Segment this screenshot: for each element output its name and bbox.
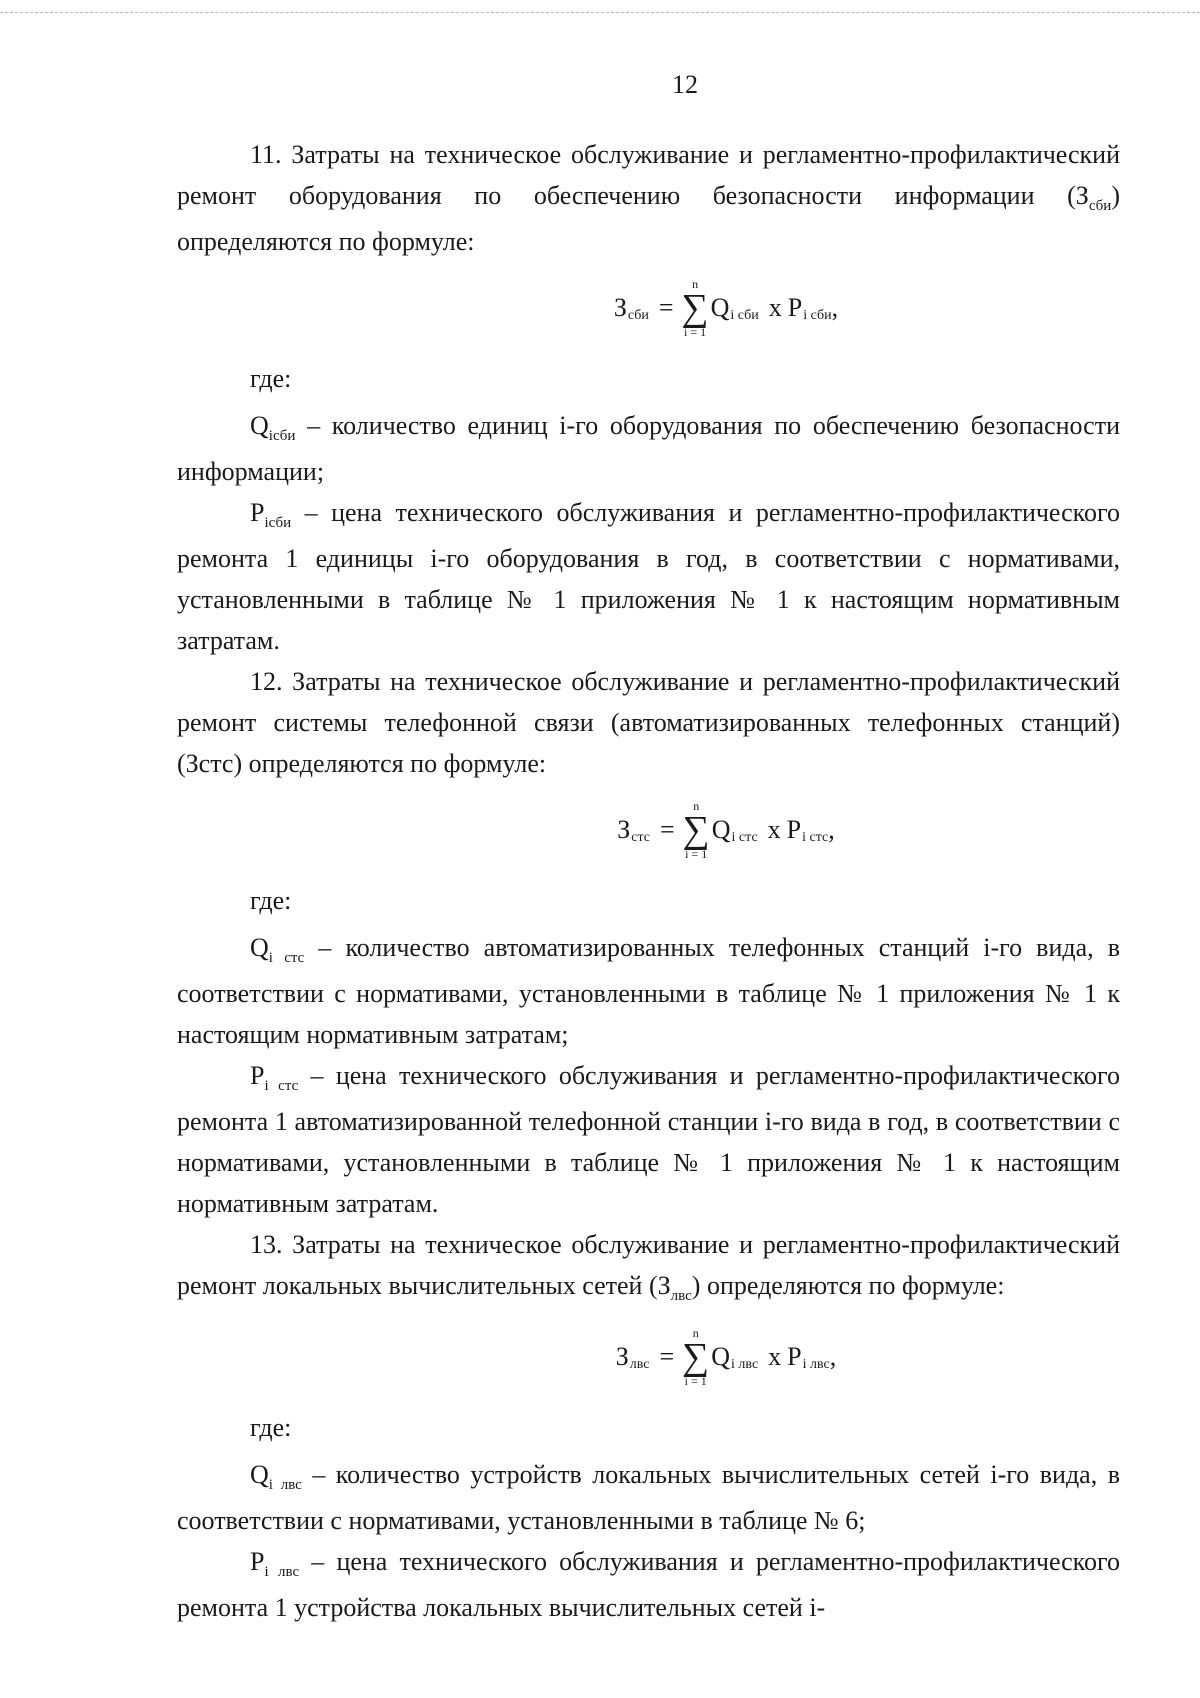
definition-p-sbi — [177, 492, 1120, 661]
formula-end: , — [829, 1342, 837, 1371]
formula-lhs-subscript: лвс — [629, 1357, 650, 1372]
formula-lhs-subscript: стс — [631, 830, 650, 845]
sum-symbol — [682, 278, 709, 338]
definition-symbol: P — [250, 498, 265, 527]
paragraph-11-subscript: сби — [1088, 198, 1112, 214]
definition-symbol: Q — [250, 411, 269, 440]
sum-upper-limit: n — [693, 799, 700, 813]
formula-equals: = — [658, 293, 674, 322]
formula-lhs: З — [617, 815, 631, 844]
definition-text: – количество единиц i-го оборудования по обеспечению безопасности информации; — [177, 411, 1120, 486]
sum-lower-limit: i = 1 — [685, 847, 708, 861]
formula-equals: = — [659, 1342, 675, 1371]
formula-p: P — [787, 1342, 802, 1371]
definition-symbol-subscript: iсби — [268, 428, 296, 444]
definition-symbol-subscript: iсби — [264, 515, 292, 531]
sum-symbol — [682, 1327, 709, 1387]
formula-q: Q — [711, 815, 731, 844]
sigma-icon: ∑ — [682, 809, 710, 851]
paragraph-13-text-end: ) определяются по формуле: — [691, 1271, 1005, 1300]
definition-symbol: Q — [250, 933, 269, 962]
definition-p-lvs — [177, 1541, 1120, 1628]
formula-q: Q — [710, 293, 730, 322]
definition-text: – цена технического обслуживания и регламентно-профилактического ремонта 1 единицы i-го оборудования в год, в соответствии с нормативами, установленными в таблице № 1 приложения № 1 к настоящим нормативным затратам. — [177, 498, 1120, 655]
formula-p-subscript: i сби — [803, 308, 832, 323]
paragraph-13-intro — [177, 1224, 1120, 1311]
where-label-3: где: — [250, 1413, 292, 1442]
definition-symbol-subscript: i лвс — [268, 1477, 302, 1493]
formula-lvs — [177, 1311, 1120, 1403]
formula-lhs-subscript: сби — [627, 308, 649, 323]
formula-q-subscript: i стс — [731, 830, 758, 845]
document-body — [177, 134, 1120, 1628]
scan-edge-line — [0, 12, 1200, 13]
definition-symbol-subscript: i стс — [268, 950, 305, 966]
definition-text: – цена технического обслуживания и регламентно-профилактического ремонта 1 автоматизированной телефонной станции i-го вида в год, в соответствии с нормативами, установленными в таблице № 1 приложения № 1 к настоящим нормативным затратам. — [177, 1061, 1120, 1218]
sum-lower-limit: i = 1 — [684, 1374, 707, 1388]
definition-q-lvs — [177, 1454, 1120, 1541]
paragraph-12-intro: 12. Затраты на техническое обслуживание и регламентно-профилактический ремонт системы телефонной связи (автоматизированных телефонных станций) (Зстс) определяются по формуле: — [177, 667, 1120, 778]
definition-symbol: P — [250, 1547, 265, 1576]
formula-q: Q — [711, 1342, 731, 1371]
definition-symbol: Q — [250, 1460, 269, 1489]
paragraph-13-text: 13. Затраты на техническое обслуживание и регламентно-профилактический ремонт локальных вычислительных сетей (З — [177, 1230, 1120, 1300]
formula-sbi — [177, 262, 1120, 354]
sum-symbol — [683, 800, 710, 860]
formula-p-subscript: i лвс — [802, 1357, 830, 1372]
paragraph-11-intro — [177, 134, 1120, 262]
definition-q-stc — [177, 927, 1120, 1055]
paragraph-11-text-end: ) определяются по формуле: — [177, 181, 1120, 256]
paragraph-11-text: 11. Затраты на техническое обслуживание и регламентно-профилактический ремонт оборудования по обеспечению безопасности информации (З — [177, 140, 1120, 210]
formula-p: P — [786, 815, 802, 844]
sum-lower-limit: i = 1 — [684, 325, 707, 339]
definition-q-sbi — [177, 405, 1120, 492]
formula-times: x — [767, 815, 781, 844]
definition-text: – цена технического обслуживания и регламентно-профилактического ремонта 1 устройства локальных вычислительных сетей i- — [177, 1547, 1120, 1622]
page-number: 12 — [672, 70, 698, 99]
formula-times: x — [768, 1342, 782, 1371]
formula-equals: = — [660, 815, 675, 844]
sum-upper-limit: n — [692, 277, 699, 291]
formula-end: , — [828, 815, 835, 844]
definition-symbol: P — [250, 1061, 265, 1090]
where-label-1: где: — [250, 364, 292, 393]
formula-p: P — [787, 293, 803, 322]
formula-lhs: З — [615, 1342, 629, 1371]
formula-p-subscript: i стс — [802, 830, 829, 845]
definition-symbol-subscript: i стс — [264, 1078, 299, 1094]
paragraph-13-subscript: лвс — [670, 1288, 692, 1304]
sigma-icon: ∑ — [681, 287, 709, 329]
sigma-icon: ∑ — [682, 1336, 710, 1378]
definition-text: – количество автоматизированных телефонных станций i-го вида, в соответствии с нормативами, установленными в таблице № 1 приложения № 1 к настоящим нормативным затратам; — [177, 933, 1120, 1049]
formula-lhs: З — [613, 293, 627, 322]
formula-times: x — [768, 293, 782, 322]
sum-upper-limit: n — [692, 1326, 699, 1340]
formula-stc — [177, 784, 1120, 876]
formula-q-subscript: i сби — [730, 308, 759, 323]
formula-end: , — [831, 293, 839, 322]
definition-p-stc — [177, 1055, 1120, 1224]
formula-q-subscript: i лвс — [731, 1357, 759, 1372]
definition-text: – количество устройств локальных вычислительных сетей i-го вида, в соответствии с нормативами, установленными в таблице № 6; — [177, 1460, 1120, 1535]
definition-symbol-subscript: i лвс — [264, 1564, 300, 1580]
where-label-2: где: — [250, 886, 292, 915]
